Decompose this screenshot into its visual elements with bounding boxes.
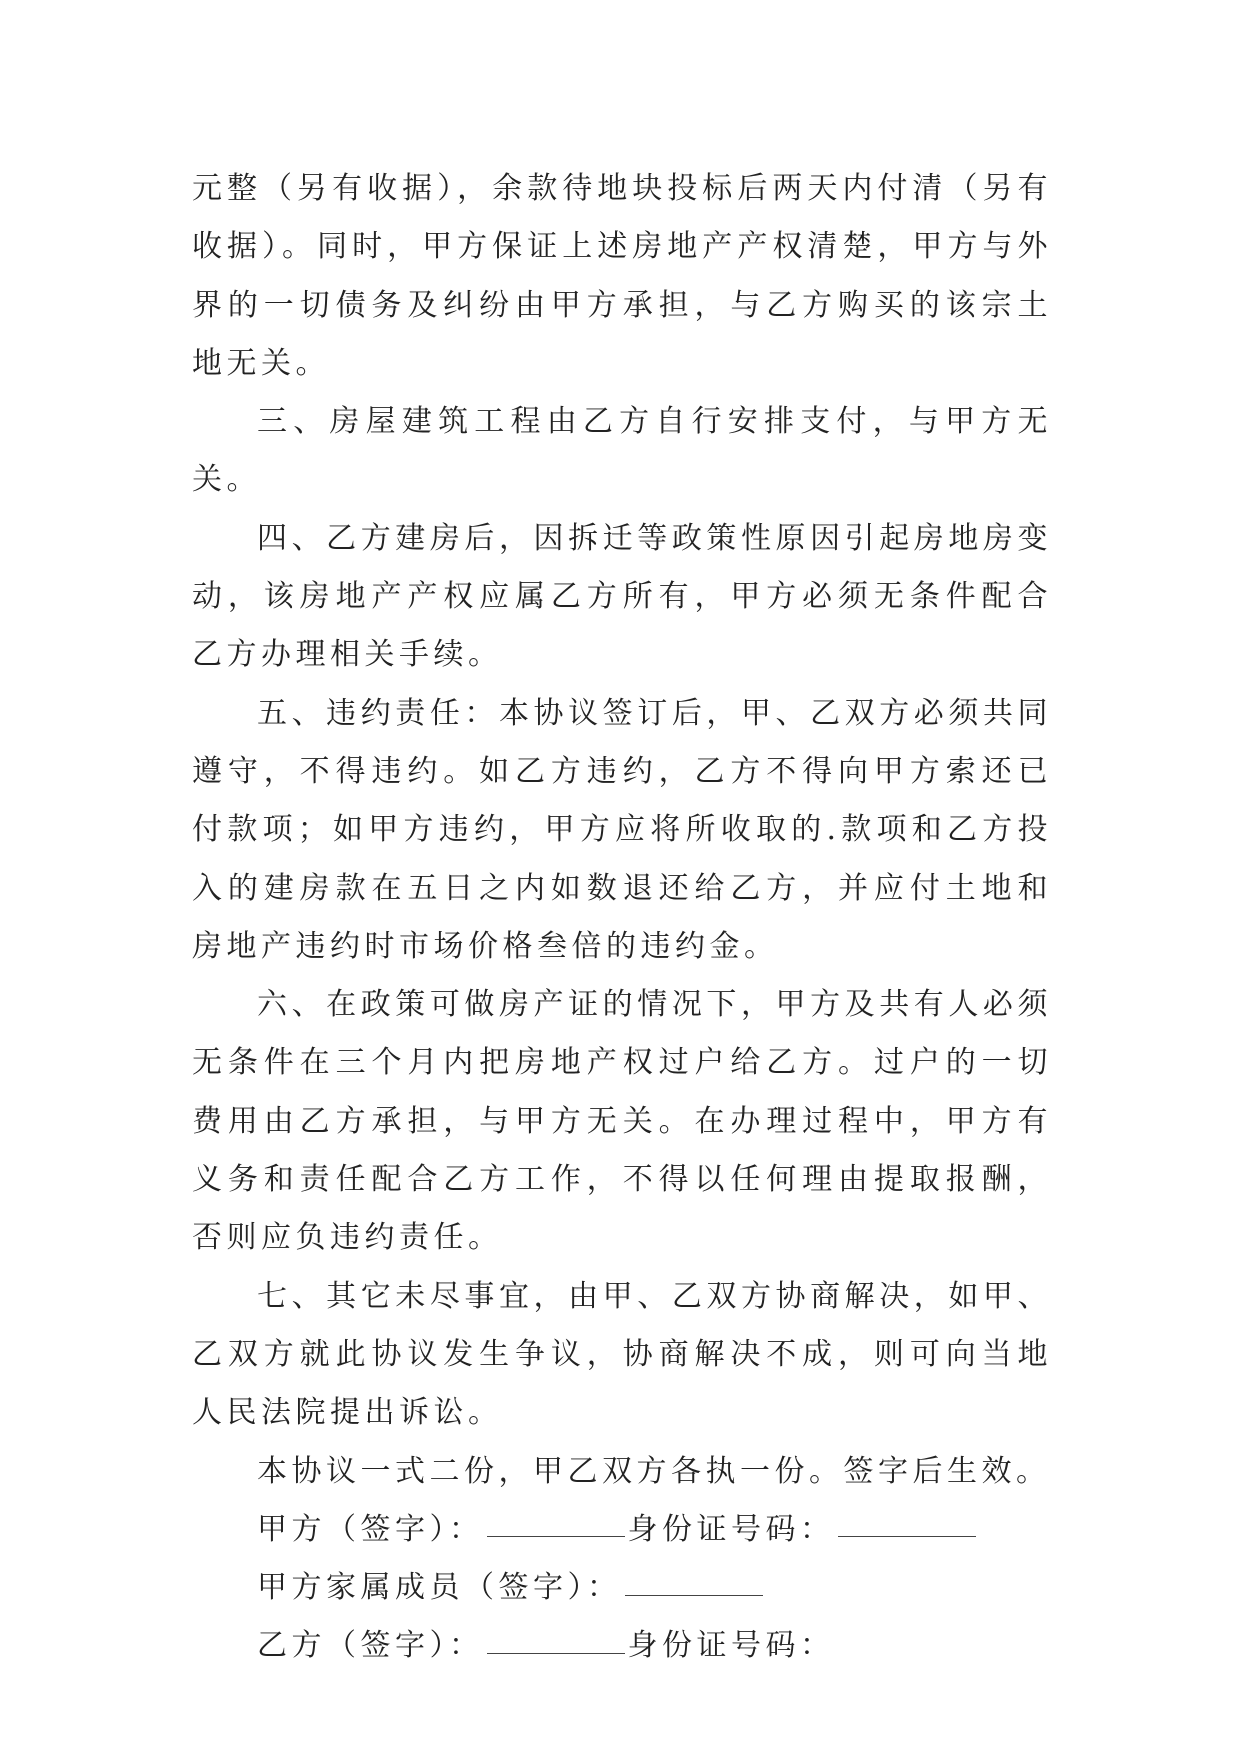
- family-signature-blank: [625, 1594, 763, 1596]
- party-a-id-label: 身份证号码：: [627, 1511, 835, 1547]
- party-a-id-blank: [838, 1535, 976, 1537]
- paragraph-clause-5: 五、违约责任：本协议签订后，甲、乙双方必须共同遵守，不得违约。如乙方违约，乙方不得向甲方索还已付款项；如甲方违约，甲方应将所收取的.款项和乙方投入的建房款在五日之内如数退还给乙方，并应付土地和房地产违约时市场价格叁倍的违约金。: [192, 695, 1052, 964]
- signature-line-party-a: [192, 1501, 1052, 1559]
- paragraph-clause-6: 六、在政策可做房产证的情况下，甲方及共有人必须无条件在三个月内把房地产权过户给乙方。过户的一切费用由乙方承担，与甲方无关。在办理过程中，甲方有义务和责任配合乙方工作，不得以任何理由提取报酬，否则应负违约责任。: [192, 987, 1052, 1256]
- party-b-signature-blank: [487, 1652, 625, 1654]
- party-b-signature-label: 乙方（签字）：: [257, 1628, 484, 1664]
- party-a-signature-blank: [487, 1535, 625, 1537]
- signature-line-family: [192, 1559, 1052, 1617]
- party-a-signature-label: 甲方（签字）：: [257, 1511, 484, 1547]
- document-body: [192, 160, 1052, 1676]
- paragraph-payment-continued: 元整（另有收据），余款待地块投标后两天内付清（另有收据）。同时，甲方保证上述房地产产权清楚，甲方与外界的一切债务及纠纷由甲方承担，与乙方购买的该宗土地无关。: [192, 171, 1052, 381]
- paragraph-clause-7: 七、其它未尽事宜，由甲、乙双方协商解决，如甲、乙双方就此协议发生争议，协商解决不成，则可向当地人民法院提出诉讼。: [192, 1278, 1052, 1431]
- party-b-id-label: 身份证号码：: [627, 1628, 835, 1664]
- paragraph-clause-4: 四、乙方建房后，因拆迁等政策性原因引起房地房变动，该房地产产权应属乙方所有，甲方必须无条件配合乙方办理相关手续。: [192, 520, 1052, 673]
- paragraph-clause-3: 三、房屋建筑工程由乙方自行安排支付，与甲方无关。: [192, 404, 1052, 498]
- signature-line-party-b: [192, 1617, 1052, 1675]
- family-signature-label: 甲方家属成员（签字）：: [257, 1570, 622, 1606]
- paragraph-copies-note: 本协议一式二份，甲乙双方各执一份。签字后生效。: [257, 1453, 1051, 1489]
